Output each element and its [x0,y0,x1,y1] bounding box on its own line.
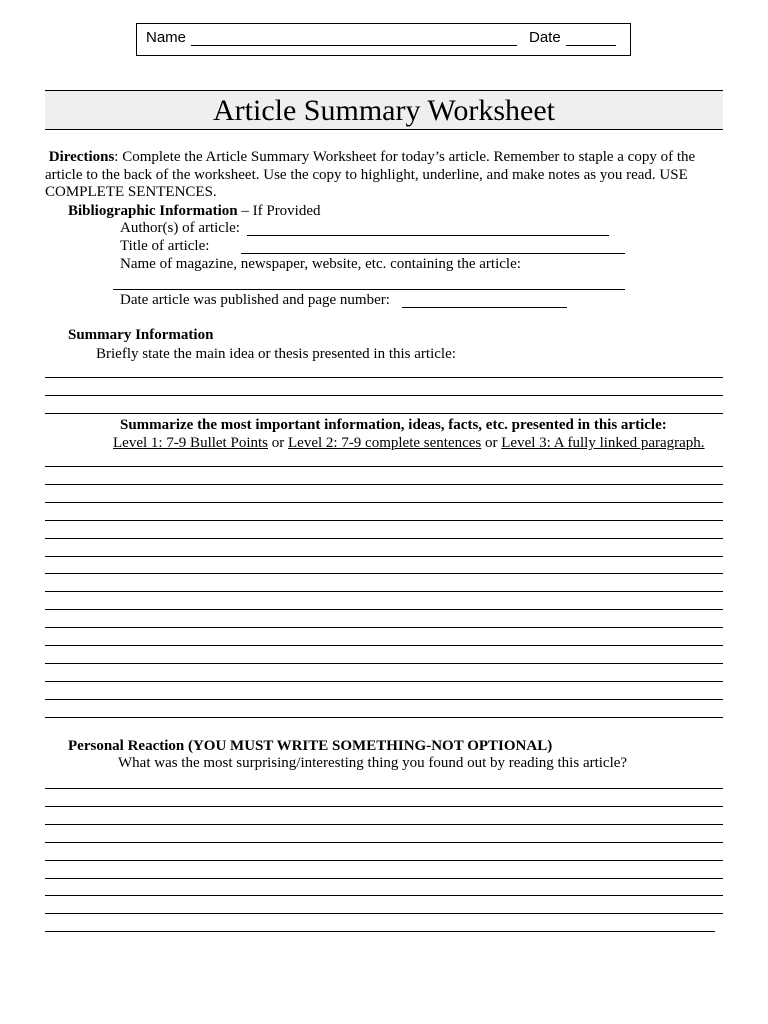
directions-text: : Complete the Article Summary Worksheet for today’s article. Remember to staple a copy of the article to the back of the worksheet. Use the copy to highlight, underline, and make notes as you read. USE COMPLETE SENTENCES. [45,149,696,200]
directions-paragraph [45,149,723,202]
writing-line[interactable] [45,717,723,718]
title-bar [45,90,723,130]
writing-line[interactable] [45,878,723,879]
level-3-option: Level 3: A fully linked paragraph. [501,435,705,451]
writing-line[interactable] [45,484,723,485]
publish-date-label: Date article was published and page number: [120,292,390,308]
author-label: Author(s) of article: [120,220,240,236]
writing-line[interactable] [45,663,723,664]
personal-reaction-heading: Personal Reaction (YOU MUST WRITE SOMETHING-NOT OPTIONAL) [68,738,553,754]
personal-reaction-prompt: What was the most surprising/interesting thing you found out by reading this article? [118,755,628,771]
summarize-levels [113,435,705,452]
name-date-box [136,23,631,56]
bibliographic-heading-suffix: – If Provided [237,203,321,219]
writing-line[interactable] [45,609,723,610]
summary-info-heading: Summary Information [68,327,214,343]
bibliographic-heading: Bibliographic Information [68,203,238,219]
writing-line[interactable] [45,842,723,843]
writing-line[interactable] [45,591,723,592]
writing-line[interactable] [45,502,723,503]
article-title-input-line[interactable] [241,253,625,254]
writing-line[interactable] [45,699,723,700]
writing-line[interactable] [45,395,723,396]
publish-date-input-line[interactable] [402,307,567,308]
writing-line[interactable] [45,377,723,378]
article-title-label: Title of article: [120,238,210,254]
or-text-1: or [268,435,288,451]
writing-line[interactable] [45,556,723,557]
main-idea-prompt: Briefly state the main idea or thesis presented in this article: [96,346,456,362]
writing-line[interactable] [45,913,723,914]
name-input-line[interactable] [191,45,517,46]
level-2-option: Level 2: 7-9 complete sentences [288,435,482,451]
bibliographic-heading-row [68,203,321,220]
writing-line[interactable] [45,627,723,628]
writing-line[interactable] [45,860,723,861]
writing-line[interactable] [45,681,723,682]
or-text-2: or [481,435,502,451]
writing-line[interactable] [45,895,723,896]
date-input-line[interactable] [566,45,616,46]
date-label: Date [529,29,561,46]
magazine-input-line[interactable] [113,289,625,290]
writing-line[interactable] [45,806,723,807]
writing-line[interactable] [45,824,723,825]
magazine-label: Name of magazine, newspaper, website, etc. containing the article: [120,256,521,272]
writing-line[interactable] [45,520,723,521]
level-1-option: Level 1: 7-9 Bullet Points [113,435,268,451]
writing-line[interactable] [45,413,723,414]
summarize-heading: Summarize the most important information, ideas, facts, etc. presented in this article: [120,417,667,433]
writing-line[interactable] [45,466,723,467]
writing-line[interactable] [45,931,715,932]
directions-label: Directions [48,149,115,165]
writing-line[interactable] [45,645,723,646]
writing-line[interactable] [45,788,723,789]
writing-line[interactable] [45,538,723,539]
author-input-line[interactable] [247,235,609,236]
name-label: Name [146,29,187,46]
writing-line[interactable] [45,573,723,574]
page-title: Article Summary Worksheet [213,94,555,127]
